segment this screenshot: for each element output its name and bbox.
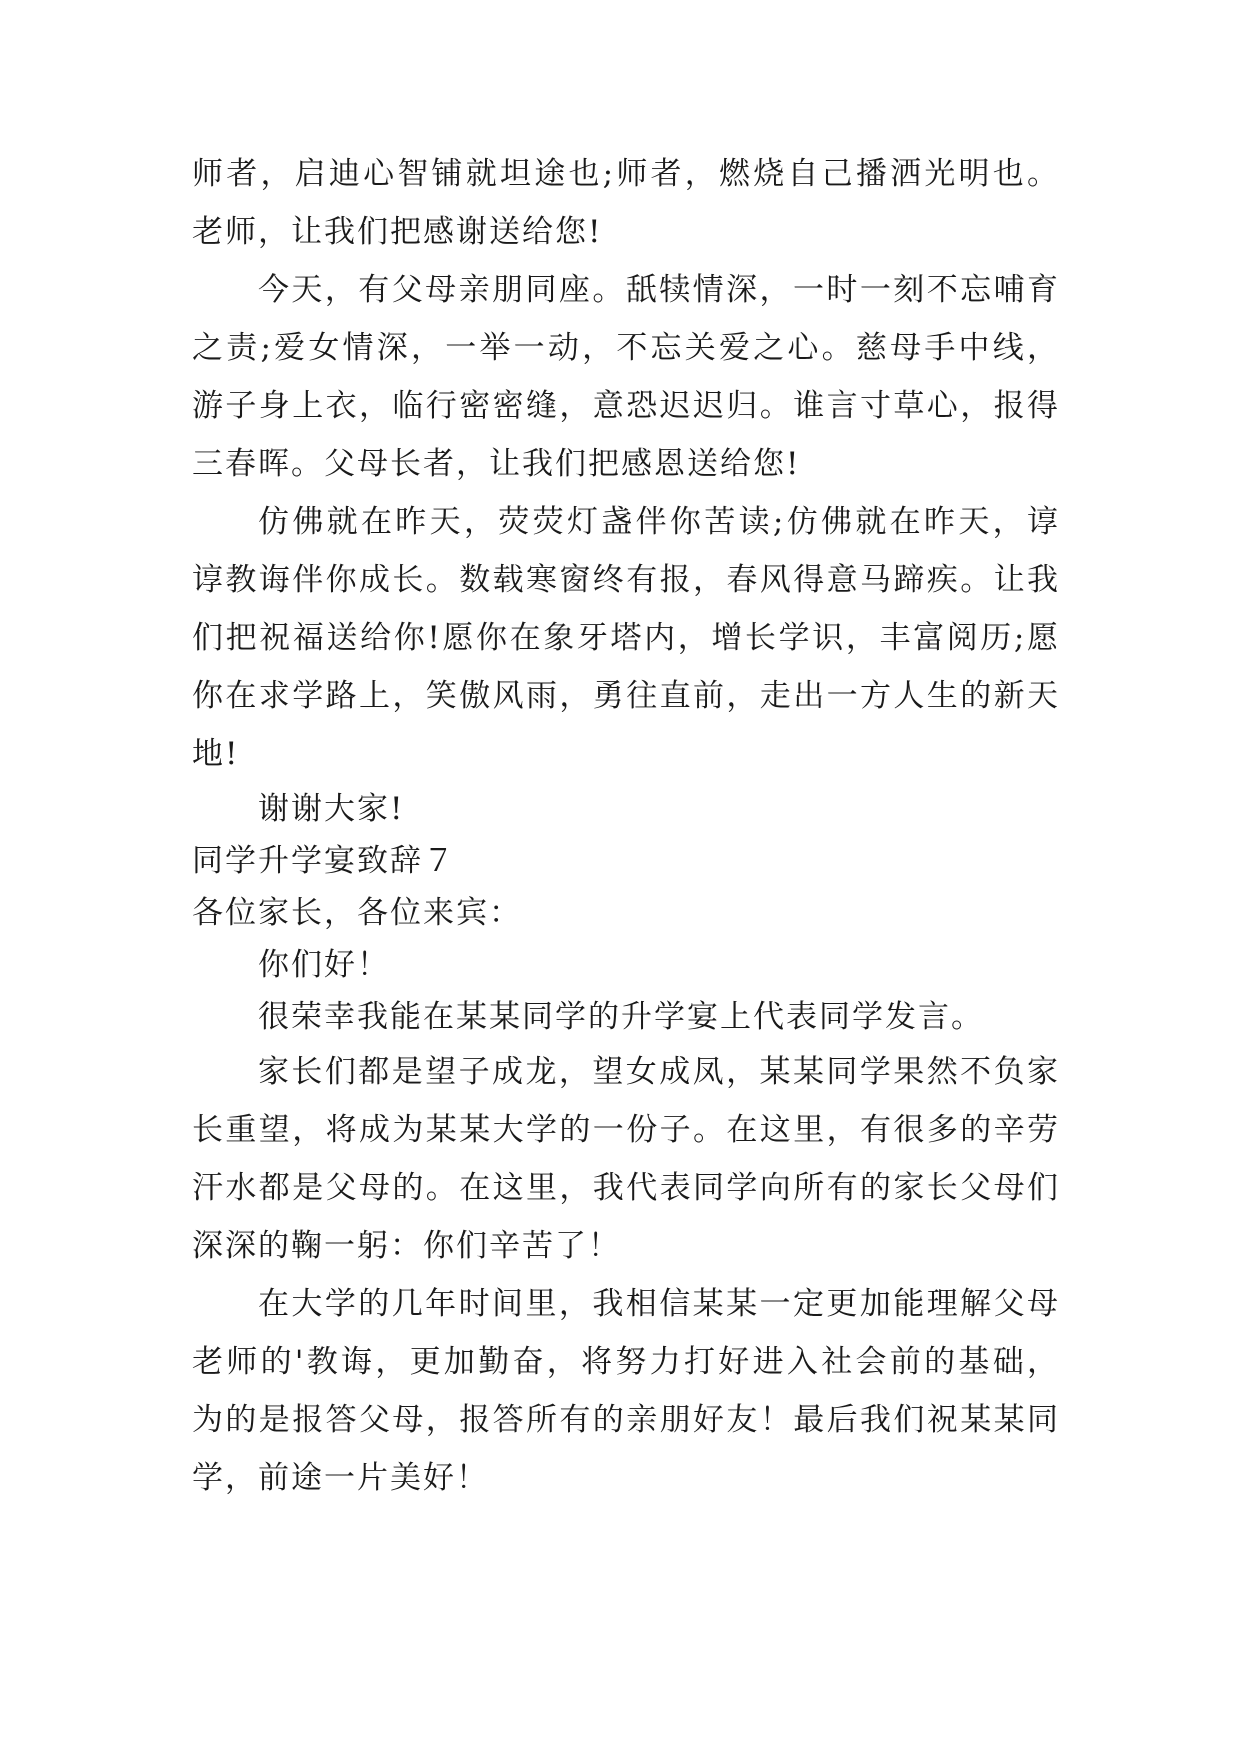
document-page — [192, 145, 1060, 1507]
paragraph-parents: 家长们都是望子成龙，望女成凤，某某同学果然不负家长重望，将成为某某大学的一份子。在这里，有很多的辛劳汗水都是父母的。在这里，我代表同学向所有的家长父母们深深的鞠一躬：你们辛苦了！ — [192, 1054, 1060, 1264]
closing-thanks: 谢谢大家! — [258, 791, 405, 827]
greeting: 你们好！ — [258, 947, 390, 983]
section-heading: 同学升学宴致辞７ — [192, 843, 456, 879]
paragraph-teacher-thanks: 师者，启迪心智铺就坦途也;师者，燃烧自己播洒光明也。老师，让我们把感谢送给您! — [192, 156, 1060, 250]
paragraph-intro: 很荣幸我能在某某同学的升学宴上代表同学发言。 — [258, 999, 984, 1035]
paragraph-parents-thanks: 今天，有父母亲朋同座。舐犊情深，一时一刻不忘哺育之责;爱女情深，一举一动，不忘关爱之心。慈母手中线，游子身上衣，临行密密缝，意恐迟迟归。谁言寸草心，报得三春晖。父母长者，让我们把感恩送给您! — [192, 272, 1060, 482]
salutation: 各位家长，各位来宾： — [192, 895, 522, 931]
paragraph-future: 在大学的几年时间里，我相信某某一定更加能理解父母老师的'教诲，更加勤奋，将努力打好进入社会前的基础，为的是报答父母，报答所有的亲朋好友！最后我们祝某某同学，前途一片美好！ — [192, 1286, 1060, 1496]
paragraph-blessing: 仿佛就在昨天，荧荧灯盏伴你苦读;仿佛就在昨天，谆谆教诲伴你成长。数载寒窗终有报，春风得意马蹄疾。让我们把祝福送给你!愿你在象牙塔内，增长学识，丰富阅历;愿你在求学路上，笑傲风雨，勇往直前，走出一方人生的新天地! — [192, 504, 1060, 772]
